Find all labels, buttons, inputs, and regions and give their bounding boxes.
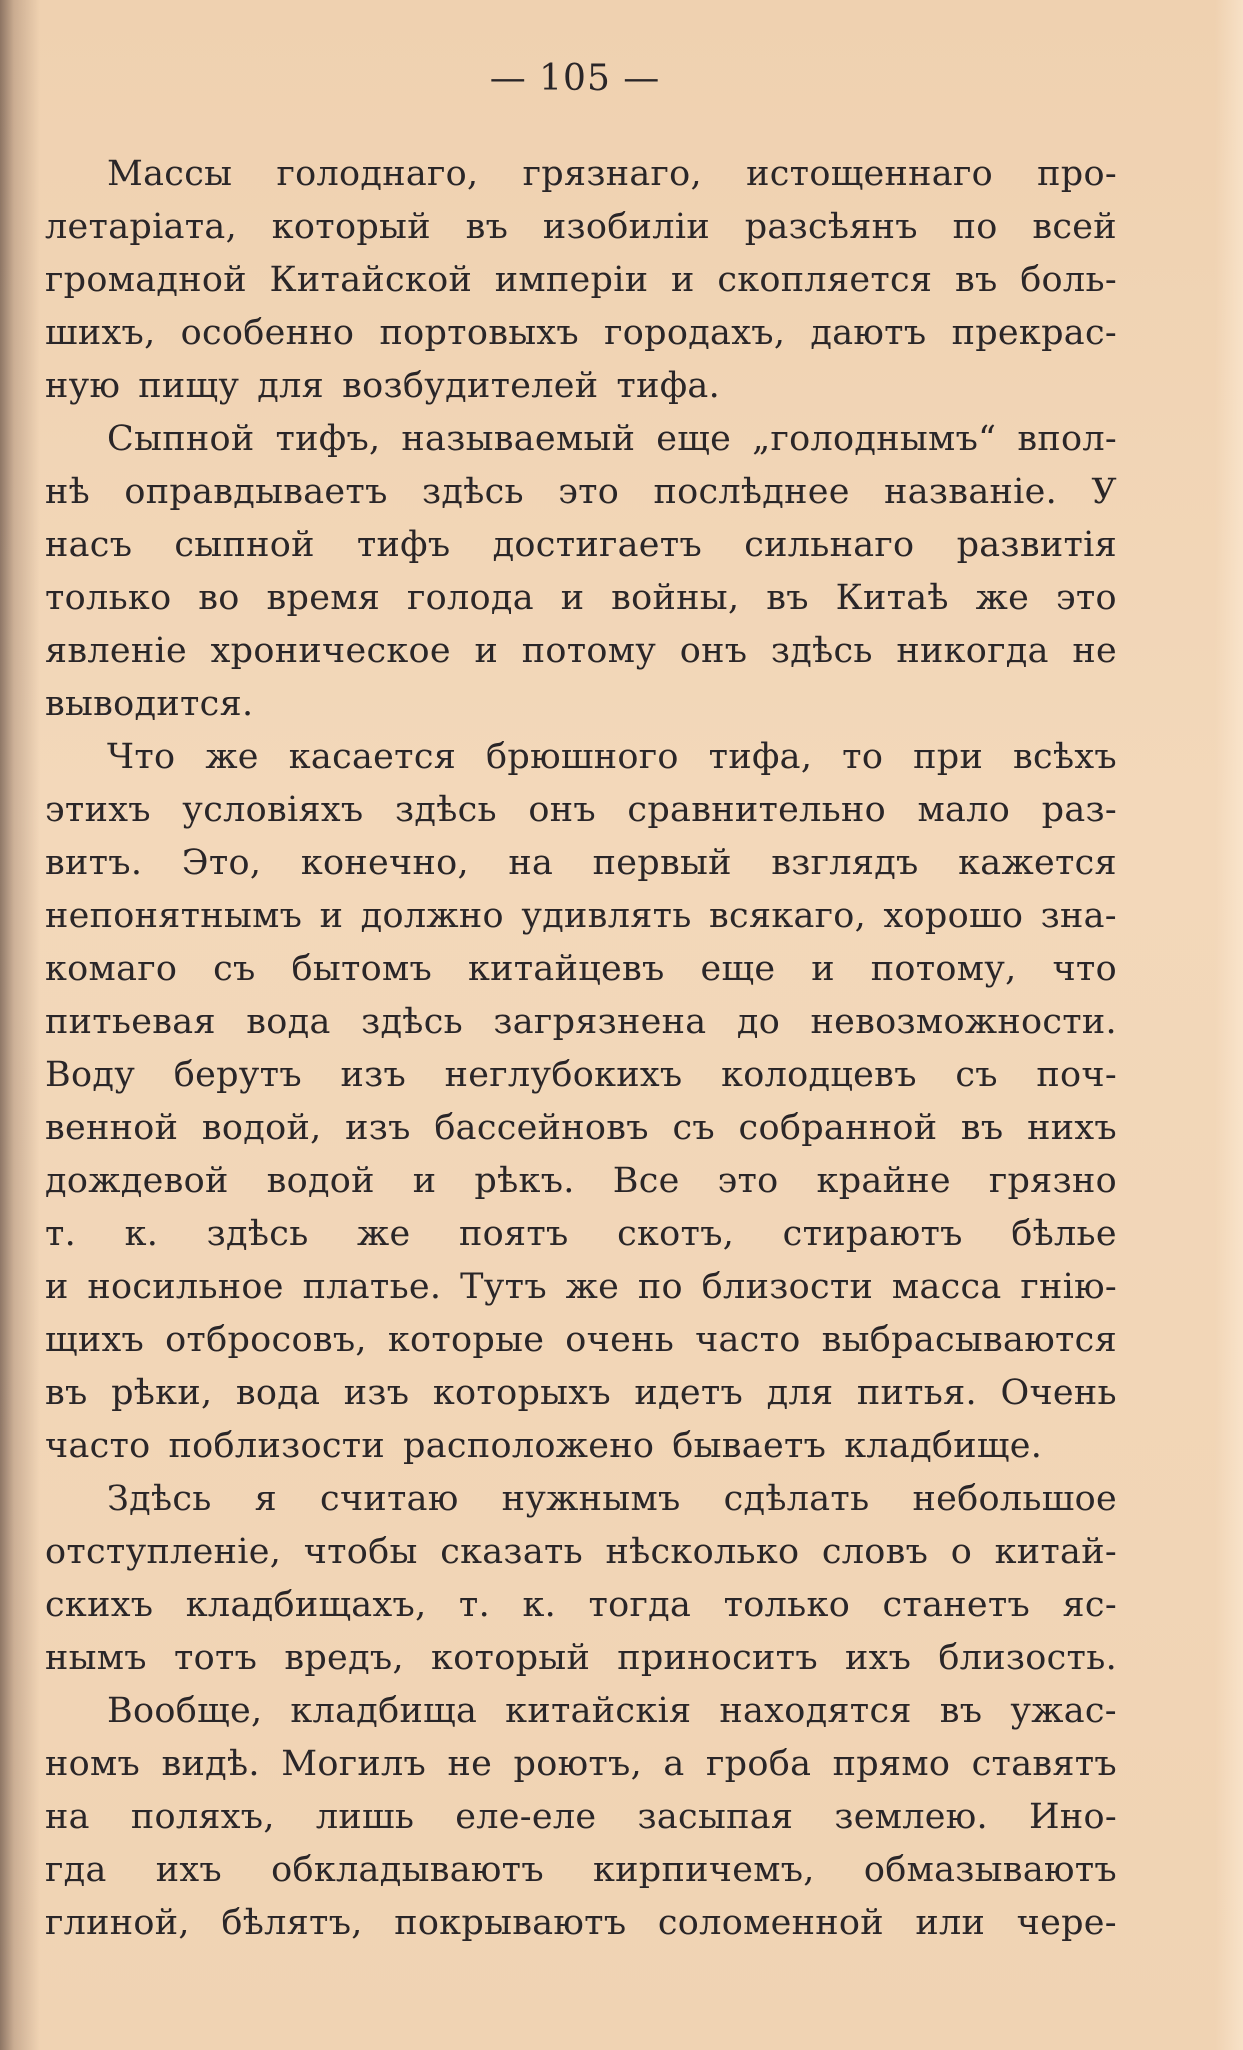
word: брюшного [486,737,679,777]
word: даютъ [810,313,927,353]
word: чтобы [303,1532,418,1572]
word: который [431,1638,591,1678]
word: тифа, [708,737,813,777]
word: голоднаго, [276,154,479,194]
word: сравнительно [627,790,887,830]
word: развитія [956,525,1117,565]
word: не [447,1744,493,1784]
word: мало [917,790,1011,830]
text-line [45,254,1117,307]
word: венной [45,1108,179,1148]
word: номъ [45,1744,141,1784]
word: голода [406,578,534,618]
word: для [766,1373,834,1413]
word: кажется [958,843,1117,883]
word: засыпая [637,1797,794,1837]
word: и [45,1267,69,1307]
word: У [1091,472,1117,512]
word: онъ [679,631,748,671]
text-line [45,1844,1117,1897]
word: грязнаго, [522,154,702,194]
word: еще [656,419,732,459]
text-line [45,1579,1117,1632]
page-number: — 105 — [489,58,661,99]
word: сдѣлать [723,1479,870,1519]
word: что [1052,949,1117,989]
word: видѣ. [161,1744,260,1784]
word: хорошо [883,896,1024,936]
word: кирпичемъ, [593,1850,815,1890]
word: тифъ [356,525,451,565]
text-line [45,837,1117,890]
word: Очень [1000,1373,1117,1413]
word: нымъ [45,1638,147,1678]
word: гда [45,1850,107,1890]
text-line [45,625,1117,678]
text-line [45,1791,1117,1844]
word: Массы [107,154,233,194]
word: который [271,207,431,247]
word: китайскія [505,1691,692,1731]
word: пищу [138,366,240,406]
word: по [637,1267,683,1307]
word: очень [565,1320,675,1360]
word: по [952,207,998,247]
word: отступленіе, [45,1532,282,1572]
word: разсѣянъ [744,207,918,247]
word: считаю [320,1479,459,1519]
word: невозможности. [810,1002,1117,1042]
text-line [45,1261,1117,1314]
word: то [842,737,884,777]
word: скотъ, [617,1214,735,1254]
word: колодцевъ [721,1055,917,1095]
word: въ [45,1373,88,1413]
word: небольшое [912,1479,1117,1519]
word: же [975,578,1030,618]
word: роютъ, [513,1744,643,1784]
word: названіе. [884,472,1058,512]
word: для [257,366,325,406]
word: это [1055,578,1117,618]
word: выводится. [45,684,254,724]
text-line [45,784,1117,837]
word: всѣхъ [1013,737,1117,777]
word: а [663,1744,685,1784]
word: всякаго, [709,896,867,936]
word: словъ [821,1532,929,1572]
word: же [205,737,259,777]
word: часто [45,1426,151,1466]
word: часто [695,1320,801,1360]
word: должно [360,896,504,936]
word: гнію- [1020,1267,1117,1307]
word: „голоднымъ“ [752,419,997,459]
word: этихъ [45,790,151,830]
word: стираютъ [782,1214,963,1254]
word: глиной, [45,1903,190,1943]
word: покрываютъ [394,1903,627,1943]
word: т. [45,1214,77,1254]
word: поч- [1036,1055,1117,1095]
text-line [45,1632,1117,1685]
word: скихъ [45,1585,154,1625]
word: Воду [45,1055,136,1095]
word: щихъ [45,1320,145,1360]
word: послѣднее [653,472,850,512]
word: это [717,1161,779,1201]
word: бѣлье [1011,1214,1117,1254]
word: бѣлятъ, [221,1903,363,1943]
text-line [45,360,1117,413]
word: бываетъ [672,1426,827,1466]
word: не [1072,631,1117,671]
text-line [45,1314,1117,1367]
word: расположено [403,1426,655,1466]
word: Сыпной [107,419,255,459]
text-line [45,1685,1117,1738]
word: бытомъ [291,949,433,989]
word: поляхъ, [130,1797,275,1837]
word: бассейновъ [434,1108,649,1148]
word: прямо [832,1744,951,1784]
word: возбудителей [342,366,599,406]
word: во [198,578,240,618]
text-line [45,1473,1117,1526]
word: грязно [988,1161,1117,1201]
word: ставятъ [971,1744,1117,1784]
word: которыхъ [432,1373,611,1413]
word: здѣсь [361,1002,463,1042]
word: онъ [528,790,596,830]
word: станетъ [882,1585,1031,1625]
word: еще [700,949,776,989]
word: ную [45,366,121,406]
text-line [45,307,1117,360]
word: здѣсь [206,1214,309,1254]
word: нѣсколько [605,1532,800,1572]
word: рѣки, [111,1373,213,1413]
word: крайне [816,1161,951,1201]
word: зна- [1040,896,1117,936]
word: сыпной [174,525,315,565]
word: и [319,896,344,936]
word: потому, [870,949,1017,989]
word: явленіе [45,631,188,671]
word: портовыхъ [379,313,579,353]
word: шихъ, [45,313,156,353]
word: впол- [1017,419,1117,459]
word: чере- [1016,1903,1117,1943]
word: время [266,578,381,618]
word: летаріата, [45,207,237,247]
word: изъ [345,1108,411,1148]
word: въ [960,1108,1004,1148]
word: тифа. [616,366,720,406]
word: рѣкъ. [474,1161,575,1201]
word: истощеннаго [746,154,993,194]
text-line [45,1208,1117,1261]
word: дождевой [45,1161,229,1201]
word: ихъ [845,1638,912,1678]
word: водой [266,1161,375,1201]
word: гроба [705,1744,812,1784]
word: хроническое [210,631,451,671]
word: тотъ [173,1638,258,1678]
text-line [45,731,1117,784]
word: близость. [938,1638,1117,1678]
word: Здѣсь [107,1479,212,1519]
word: раз- [1041,790,1117,830]
word: въ [954,260,998,300]
word: только [723,1585,851,1625]
word: тифъ, [275,419,381,459]
word: т. [458,1585,491,1625]
word: и [412,1161,437,1201]
word: вредъ, [284,1638,404,1678]
word: водой, [201,1108,322,1148]
word: землею. [834,1797,988,1837]
word: которые [387,1320,545,1360]
word: нихъ [1027,1108,1117,1148]
text-line [45,890,1117,943]
word: прекрас- [951,313,1117,353]
word: городахъ, [604,313,786,353]
word: Могилъ [281,1744,427,1784]
text-line [45,1367,1117,1420]
word: комаго [45,949,178,989]
text-line [45,1155,1117,1208]
word: тогда [588,1585,692,1625]
word: кладбищахъ, [185,1585,427,1625]
word: здѣсь [394,790,497,830]
word: съ [672,1108,715,1148]
word: же [357,1214,411,1254]
word: вода [246,1002,331,1042]
text-line [45,678,1117,731]
word: Это, [181,843,262,883]
word: Вообще, [107,1691,263,1731]
word: китай- [994,1532,1117,1572]
word: конечно, [300,843,469,883]
word: боль- [1020,260,1117,300]
word: на [45,1797,90,1837]
text-line [45,466,1117,519]
word: про- [1037,154,1117,194]
word: насъ [45,525,133,565]
word: касается [288,737,457,777]
word: берутъ [173,1055,302,1095]
word: скопляется [717,260,933,300]
word: поблизости [168,1426,386,1466]
word: оправдываетъ [124,472,388,512]
word: изъ [343,1373,410,1413]
word: Ино- [1029,1797,1117,1837]
word: поятъ [459,1214,569,1254]
word: громадной [45,260,247,300]
word: к. [124,1214,159,1254]
word: и [811,949,835,989]
word: достигаетъ [492,525,703,565]
word: носильное [87,1267,284,1307]
word: сказать [440,1532,584,1572]
word: близости [701,1267,874,1307]
word: питьевая [45,1002,216,1042]
word: взглядъ [771,843,919,883]
word: идетъ [634,1373,744,1413]
word: витъ. [45,843,143,883]
word: яс- [1062,1585,1117,1625]
word: съ [213,949,256,989]
text-line [45,943,1117,996]
word: Тутъ [460,1267,547,1307]
word: обкладываютъ [271,1850,544,1890]
text-line [45,148,1117,201]
word: Китайской [269,260,473,300]
word: и [474,631,499,671]
word: Все [612,1161,680,1201]
text-line [45,413,1117,466]
word: и [560,578,585,618]
word: находятся [719,1691,912,1731]
word: лишь [315,1797,415,1837]
word: к. [522,1585,557,1625]
word: первый [592,843,732,883]
word: же [565,1267,620,1307]
word: еле-еле [455,1797,597,1837]
word: я [254,1479,278,1519]
word: кладбище. [844,1426,1043,1466]
word: сильнаго [744,525,915,565]
word: загрязнена [493,1002,707,1042]
word: до [736,1002,781,1042]
text-line [45,1897,1117,1950]
word: масса [891,1267,1002,1307]
word: въ [766,578,809,618]
body-text [45,148,1117,1950]
word: ихъ [155,1850,222,1890]
word: только [45,578,172,618]
text-line [45,572,1117,625]
text-line [45,996,1117,1049]
text-line [45,1420,1117,1473]
word: особенно [180,313,355,353]
word: съ [955,1055,998,1095]
word: соломенной [657,1903,884,1943]
word: это [558,472,620,512]
text-line [45,1526,1117,1579]
word: ужас- [1010,1691,1117,1731]
word: удивлять [521,896,692,936]
word: войны, [611,578,740,618]
word: нужнымъ [501,1479,681,1519]
page-edge [1215,0,1243,2050]
text-line [45,1738,1117,1791]
word: здѣсь [421,472,524,512]
word: выбрасываются [821,1320,1117,1360]
word: и [671,260,695,300]
word: имперіи [494,260,649,300]
word: питья. [856,1373,977,1413]
word: здѣсь [770,631,873,671]
word: Что [107,737,176,777]
text-line [45,1049,1117,1102]
word: платье. [302,1267,442,1307]
word: приноситъ [617,1638,818,1678]
word: изобиліи [542,207,710,247]
word: никогда [896,631,1049,671]
word: всей [1032,207,1117,247]
word: нѣ [45,472,91,512]
word: о [950,1532,973,1572]
word: въ [465,207,509,247]
word: обмазываютъ [863,1850,1117,1890]
word: китайцевъ [467,949,665,989]
word: потому [521,631,657,671]
word: вода [235,1373,321,1413]
text-line [45,201,1117,254]
text-line [45,519,1117,572]
word: на [508,843,554,883]
word: отбросовъ, [165,1320,367,1360]
word: или [915,1903,986,1943]
word: Китаѣ [835,578,949,618]
word: условіяхъ [182,790,364,830]
word: при [913,737,984,777]
word: неглубокихъ [444,1055,683,1095]
word: собранной [738,1108,938,1148]
word: кладбища [290,1691,478,1731]
word: непонятнымъ [45,896,303,936]
word: въ [939,1691,983,1731]
word: называемый [401,419,636,459]
word: изъ [340,1055,407,1095]
text-line [45,1102,1117,1155]
